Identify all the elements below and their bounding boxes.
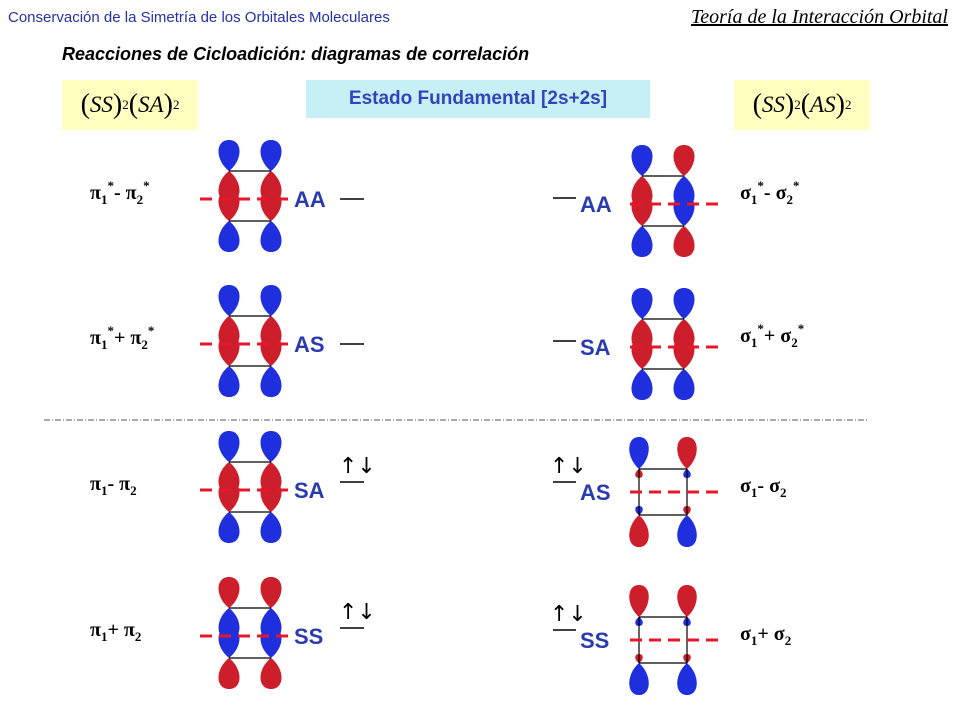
orbital-lobe — [219, 481, 240, 512]
orbital-lobe — [674, 369, 695, 400]
symmetry-label: SS — [580, 628, 610, 653]
paren: ( — [128, 89, 139, 120]
mo-label-part: * — [107, 323, 114, 338]
mo-label-part: * — [143, 178, 150, 193]
orbital-lobe — [632, 226, 653, 257]
orbital-lobe — [261, 481, 282, 512]
mo-label-part: 1 — [750, 192, 758, 207]
mo-label-part: + — [763, 325, 781, 347]
orbital-lobe — [629, 437, 649, 469]
mo-label-part: π — [90, 327, 101, 349]
orbital-lobe — [261, 577, 282, 608]
paren: ( — [752, 89, 762, 120]
mo-label-part: 2 — [134, 629, 142, 644]
pi-orbital-diagram — [219, 140, 282, 252]
mo-label-part: π — [125, 182, 137, 204]
mo-label-part: + — [113, 327, 131, 349]
paren: ( — [800, 89, 811, 120]
paren: ) — [112, 89, 123, 120]
mo-label-part: σ — [769, 475, 780, 497]
paren: ( — [80, 89, 90, 120]
orbital-lobe — [219, 658, 240, 689]
pi-orbital-diagram — [632, 288, 695, 400]
orbital-lobe — [219, 335, 240, 366]
orbital-lobe — [674, 338, 695, 369]
mo-label-left — [90, 473, 137, 498]
orbital-lobe — [261, 285, 282, 316]
orbital-lobe — [677, 663, 697, 695]
orbital-lobe — [261, 221, 282, 252]
orbital-lobe — [632, 145, 653, 176]
orbital-lobe — [261, 512, 282, 543]
orbital-lobe — [219, 221, 240, 252]
orbital-lobe — [261, 190, 282, 221]
header-title-right: Teoría de la Interacción Orbital — [690, 6, 948, 28]
mo-label-part: 2 — [791, 335, 798, 350]
orbital-lobe — [677, 515, 697, 547]
orbital-lobe — [677, 437, 697, 469]
orbital-lobe — [629, 663, 649, 695]
mo-label-right — [740, 321, 804, 350]
pi-orbital-diagram — [632, 145, 695, 257]
formula-term: SS — [89, 92, 113, 117]
electron-pair: ↑↓ — [550, 454, 587, 479]
mo-label-part: + — [107, 619, 124, 641]
orbital-lobe — [261, 431, 282, 462]
orbital-lobe — [629, 515, 649, 547]
orbital-lobe — [674, 195, 695, 226]
orbital-lobe — [632, 338, 653, 369]
mo-label-part: 1 — [100, 629, 108, 644]
mo-label-part: - — [107, 473, 120, 495]
orbital-lobe — [219, 366, 240, 397]
orbital-lobe — [261, 140, 282, 171]
mo-label-part: σ — [780, 325, 792, 347]
electron-pair: ↑↓ — [339, 454, 376, 479]
symmetry-label: SA — [580, 335, 611, 360]
paren: ) — [835, 89, 845, 120]
orbital-lobe — [674, 145, 695, 176]
mo-label-part: - — [757, 475, 770, 497]
mo-label-part: 1 — [750, 335, 758, 350]
orbital-lobe — [674, 226, 695, 257]
electron-pair: ↑↓ — [550, 602, 587, 627]
mo-label-part: σ — [740, 325, 751, 347]
pi-orbital-diagram — [219, 577, 282, 689]
state-label-box: Estado Fundamental [2s+2s] — [306, 80, 650, 118]
mo-label-part: * — [147, 323, 155, 338]
formula-exponent: 2 — [172, 97, 180, 112]
pi-orbital-diagram — [219, 285, 282, 397]
mo-label-part: * — [757, 321, 764, 336]
mo-label-part: 2 — [130, 483, 137, 498]
mo-label-part: σ — [740, 182, 751, 204]
mo-label-part: 2 — [784, 633, 792, 648]
orbital-lobe — [219, 285, 240, 316]
mo-label-part: 2 — [786, 192, 793, 207]
mo-label-part: 1 — [750, 633, 758, 648]
symmetry-label: AS — [580, 480, 611, 505]
orbital-lobe — [219, 140, 240, 171]
orbital-lobe — [677, 585, 697, 617]
mo-label-part: * — [792, 178, 800, 193]
orbital-lobe — [261, 627, 282, 658]
orbital-lobe — [261, 366, 282, 397]
electron-pair: ↑↓ — [339, 600, 376, 625]
mo-label-part: 1 — [100, 483, 108, 498]
mo-label-left — [90, 323, 154, 352]
mo-label-part: π — [119, 473, 131, 495]
mo-label-part: * — [797, 321, 805, 336]
mo-label-right — [740, 475, 786, 500]
symmetry-label: SA — [294, 478, 325, 503]
formula-term: AS — [810, 92, 836, 117]
mo-label-part: π — [123, 619, 135, 641]
header-title-left: Conservación de la Simetría de los Orbitales Moleculares — [8, 9, 390, 26]
mo-label-part: σ — [775, 182, 787, 204]
mo-label-part: + — [757, 623, 774, 645]
mo-label-part: 2 — [141, 337, 148, 352]
mo-label-left — [90, 619, 141, 644]
orbital-lobe — [629, 585, 649, 617]
mo-label-part: * — [107, 178, 114, 193]
mo-label-part: 1 — [100, 192, 108, 207]
mo-label-part: 1 — [100, 337, 108, 352]
mo-label-right — [740, 178, 799, 207]
formula-term: SA — [138, 92, 164, 117]
mo-label-part: - — [763, 182, 776, 204]
orbital-lobe — [261, 335, 282, 366]
orbital-lobe — [219, 577, 240, 608]
symmetry-label: SS — [294, 624, 324, 649]
formula-term: SS — [761, 92, 785, 117]
formula-exponent: 2 — [794, 97, 801, 112]
symmetry-label: AS — [294, 332, 325, 357]
formula-exponent: 2 — [844, 97, 852, 112]
orbital-lobe — [632, 195, 653, 226]
mo-label-left — [90, 178, 150, 207]
mo-label-part: * — [757, 178, 764, 193]
orbital-lobe — [632, 288, 653, 319]
orbital-lobe — [632, 369, 653, 400]
orbital-lobe — [219, 431, 240, 462]
mo-label-part: π — [90, 182, 101, 204]
mo-label-part: π — [90, 473, 101, 495]
mo-label-part: 1 — [750, 485, 758, 500]
orbital-lobe — [261, 658, 282, 689]
mo-label-part: σ — [773, 623, 785, 645]
mo-label-part: π — [90, 619, 101, 641]
mo-label-part: π — [130, 327, 142, 349]
mo-label-part: σ — [740, 475, 751, 497]
mo-label-part: - — [113, 182, 126, 204]
paren: ) — [784, 89, 795, 120]
orbital-lobe — [219, 627, 240, 658]
orbital-lobe — [219, 512, 240, 543]
orbital-lobe — [219, 190, 240, 221]
mo-label-part: 2 — [136, 192, 144, 207]
mo-label-part: 2 — [779, 485, 787, 500]
symmetry-label: AA — [294, 187, 326, 212]
symmetry-label: AA — [580, 192, 612, 217]
pi-orbital-diagram — [219, 431, 282, 543]
paren: ) — [163, 89, 173, 120]
mo-label-part: σ — [740, 623, 751, 645]
page-subtitle: Reacciones de Cicloadición: diagramas de correlación — [62, 44, 530, 64]
formula-exponent: 2 — [122, 97, 129, 112]
mo-label-right — [740, 623, 791, 648]
orbital-lobe — [674, 288, 695, 319]
